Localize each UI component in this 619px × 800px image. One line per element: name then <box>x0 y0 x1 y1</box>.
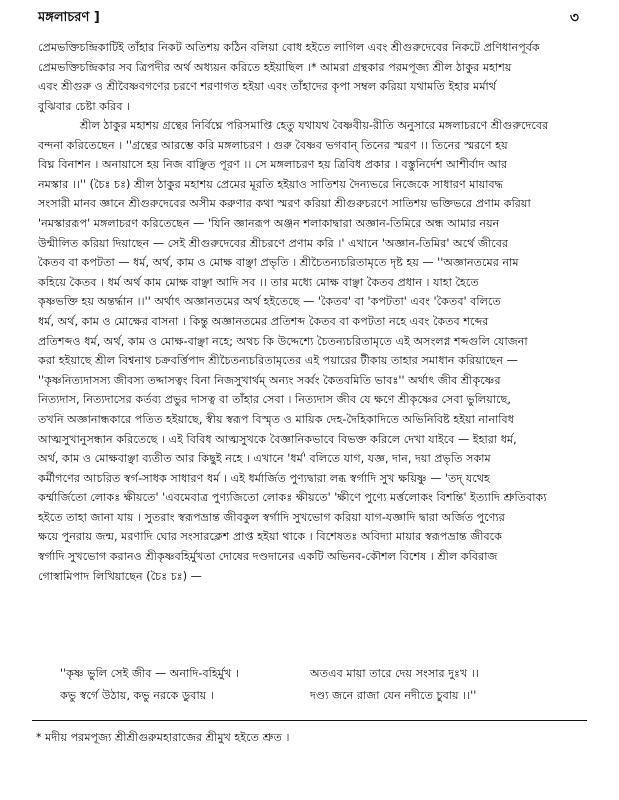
text-line: এবং শ্রীগুরু ও শ্রীবৈষ্ণবগণের চরণে শরণাগত হইয়া এবং তাঁহাদের কৃপা সম্বল করিয়া যথামতি ইহার মর্মার্থ <box>38 80 497 94</box>
text-line: কর্ম্মার্জিতো লোকঃ ক্ষীয়তে' 'এবমেবাত্র পুণ্যজিতো লোকঃ ক্ষীয়তে' 'ক্ষীণে পুণ্যে মর্ত্তলোকং বিশন্তি' ইত্যাদি শ্রুতিবাক্য <box>38 491 547 505</box>
verse-line-left: ''কৃষ্ণ ভুলি সেই জীব — অনাদি-বহির্মুখ । <box>60 667 239 680</box>
text-line: কৃষ্ণভক্তি হয় অন্তর্দ্ধান ।।'' অর্থাৎ অজ্ঞানতমের অর্থ হইতেছে — 'কৈতব' বা 'কপটতা' এবং 'কৈতব' বলিতে <box>38 295 501 309</box>
footnote: * মদীয় পরমপূজ্য শ্রীশ্রীগুরুমহারাজের শ্রীমুখ হইতে শ্রুত । <box>36 731 290 744</box>
text-line: 'নমস্কাররূপ' মঙ্গলাচরণ করিতেছেন — 'যিনি জ্ঞানরূপ অঞ্জন শলাকাদ্বারা অজ্ঞান-তিমিরে অন্ধ আমার নয়ন <box>38 216 500 230</box>
text-line: হইতে তাহা জানা যায় । সুতরাং স্বরূপভ্রান্ত জীবকুল স্বর্গাদি সুখভোগ করিয়া যাগ-যজ্ঞাদি দ্বারা অর্জিত পুণ্যের <box>38 510 505 524</box>
text-line: বুঝিবার চেষ্টা করিব । <box>38 99 131 113</box>
text-line: ''কৃষ্ণনিত্যদাসস্য জীবস্য তদ্দাসত্বং বিনা নিজসুখার্থম্ অন্যং সর্ব্বং কৈতবমিতি ভাবঃ'' অর্থাৎ জীব শ্রীকৃষ্ণের <box>38 373 501 387</box>
text-line: কর্মীগণের আচরিত স্বর্গ-সাধক সাধারণ ধর্ম । এই ধর্মার্জিত পুণ্যদ্বারা লব্ধ স্বর্গাদি সুখ ক্ষয়িষ্ণু — 'তদ্ যথেহ <box>38 471 490 485</box>
verse-line <box>60 685 580 707</box>
text-line: প্রেমভক্তিচন্দ্রিকার সব ত্রিপদীর অর্থ অধ্যয়ন করিতে হইয়াছিল ।* আমরা গ্রন্থকার পরমপূজ্য শ্রীল ঠাকুর মহাশয় <box>38 60 512 74</box>
verse-block <box>60 663 580 707</box>
text-line: সংসারী মানব জ্ঞানে শ্রীগুরুদেবের অসীম করুণার কথা স্মরণ করিয়া শ্রীগুরুচরণে সাতিশয় ভক্তিভরে প্রণাম করিয়া <box>38 197 531 211</box>
footnote-divider <box>32 720 587 721</box>
verse-line <box>60 663 580 685</box>
text-line: স্বর্গাদি সুখভোগ করানও শ্রীকৃষ্ণবহির্মুখতা দোষের দণ্ডদানের একটি অভিনব-কৌশল বিশেষ । শ্রীল কবিরাজ <box>38 550 498 564</box>
paragraph-2 <box>38 116 586 586</box>
text-line: প্রেমভক্তিচন্দ্রিকাটিই তাঁহার নিকট অতিশয় কঠিন বলিয়া বোধ হইতে লাগিল এবং শ্রীগুরুদেবের নিকটে প্রণিধানপূর্বক <box>38 41 540 54</box>
text-line: ধর্ম, অর্থ, কাম ও মোক্ষের বাসনা । কিন্তু অজ্ঞানতমের প্রতিশব্দ কৈতব বা কপটতা নহে এবং কৈতব শব্দের <box>38 314 489 328</box>
verse-line-left: কভু স্বর্গে উঠায়, কভু নরকে ডুবায় । <box>60 689 214 702</box>
text-line: বিঘ্ন বিনাশন । অনায়াসে হয় নিজ বাঞ্ছিত পূরণ ।। সে মঙ্গলাচরণ হয় ত্রিবিধ প্রকার । বস্তুনির্দেশ আশীর্বাদ আর <box>38 158 508 172</box>
page-header <box>38 6 583 28</box>
text-line: করা হইয়াছে শ্রীল বিশ্বনাথ চক্রবর্ত্তিপাদ শ্রীচৈতন্যচরিতামৃতের এই পয়ারের টীকায় তাহার সমাধান করিয়াছেন — <box>38 354 518 368</box>
text-line: শ্রীল ঠাকুর মহাশয় গ্রন্থের নির্বিঘ্নে পরিসমাপ্তি হেতু যথাযথ বৈষ্ণবীয়-রীতি অনুসারে মঙ্গলাচরণে শ্রীগুরুদেবের <box>80 119 549 132</box>
paragraph-1 <box>38 38 586 116</box>
text-line: উন্মীলিত করিয়া দিয়াছেন — সেই শ্রীগুরুদেবের শ্রীচরণে প্রণাম করি ।' এখানে 'অজ্ঞান-তিমির' অর্থে জীবের <box>38 236 509 250</box>
text-line: কহিয়ে কৈতব । ধর্ম অর্থ কাম মোক্ষ বাঞ্ছা আদি সব ।। তার মধ্যে মোক্ষ বাঞ্ছা কৈতব প্রধান । যাহা হৈতে <box>38 275 479 289</box>
verse-line-right: অতএব মায়া তারে দেয় সংসার দুঃখ ।। <box>310 667 479 680</box>
text-line: আত্মসুখানুসন্ধান করিতেছে । এই বিবিধ আত্মসুখকে বৈজ্ঞানিকভাবে বিভক্ত করিলে দেখা যাইবে — ইহারা ধর্ম, <box>38 432 517 446</box>
text-line: প্রতিশব্দও ধর্ম, অর্থ, কাম ও মোক্ষ-বাঞ্ছা নহে; অথচ কি উদ্দেশ্যে চৈতন্যচরিতামৃতে এই অসংলগ্ন শব্দগুলি যোজনা <box>38 334 528 348</box>
page-number: ৩ <box>569 10 579 26</box>
verse-line-right: দণ্ড্য জনে রাজা যেন নদীতে চুবায় ।।'' <box>310 689 477 702</box>
text-line: ক্ষয়ে পুনরায় জন্ম, মরণাদি ঘোর সংসারক্লেশ প্রাপ্ত হইয়া থাকে । বিশেষতঃ অবিদ্যা মায়ার স্বরূপভ্রান্ত জীবকে <box>38 530 503 544</box>
text-line: গোস্বামিপাদ লিখিয়াছেন (চৈঃ চঃ) — <box>38 569 202 583</box>
text-line: কৈতব বা কপটতা — ধর্ম, অর্থ, কাম ও মোক্ষ বাঞ্ছা প্রভৃতি । শ্রীচৈতন্যচরিতামৃতে দৃষ্ট হয় — ''অজ্ঞানতমের নাম <box>38 256 519 270</box>
text-line: নিত্যদাস, নিত্যদাসের কর্তব্য প্রভুর দাসত্ব বা তাঁহার সেবা । নিত্যদাস জীব যে ক্ষণে শ্রীকৃষ্ণের সেবা ভুলিয়াছে, <box>38 393 511 407</box>
text-line: বন্দনা করিতেছেন । ''গ্রন্থের আরম্ভে করি মঙ্গলাচরণ । গুরু বৈষ্ণব ভগবান্ তিনের স্মরণ ।। তিনের স্মরণে হয় <box>38 138 508 152</box>
text-line: অর্থ, কাম ও মোক্ষবাঞ্ছা ব্যতীত আর কিছুই নহে । এখানে 'ধর্ম' বলিতে যাগ, যজ্ঞ, দান, দয়া প্রভৃতি সকাম <box>38 452 491 466</box>
running-header-title: মঙ্গলাচরণ ] <box>38 10 100 25</box>
text-line: তখনি অজ্ঞানান্ধকারে পতিত হইয়াছে, স্বীয় স্বরূপ বিস্মৃত ও মায়িক দেহ-দৈহিকাদিতে অভিনিবিষ্ট হইয়া নানাবিধ <box>38 412 514 426</box>
text-line: নমস্কার ।।'' (চৈঃ চঃ) শ্রীল ঠাকুর মহাশয় প্রেমের মূরতি হইয়াও সাতিশয় দৈন্যভরে নিজেকে সাধারণ মায়াবদ্ধ <box>38 177 503 191</box>
